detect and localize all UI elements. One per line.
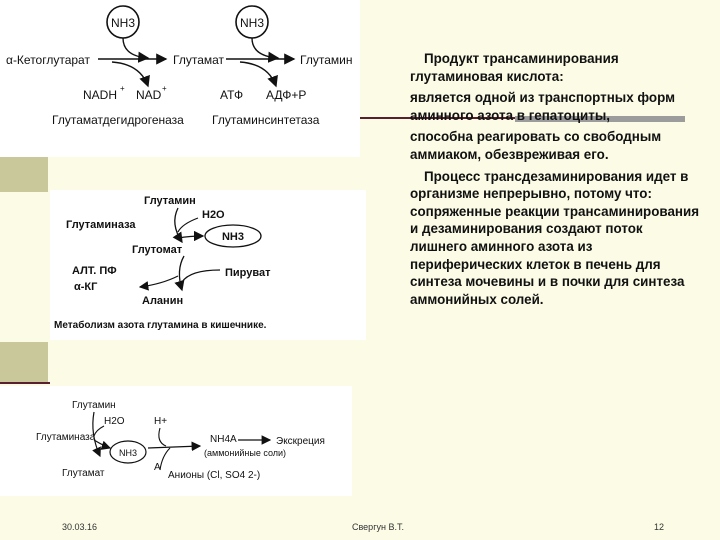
diagram-glutamine-synthesis (0, 0, 360, 157)
svg-text:+: + (162, 84, 167, 93)
mid-caption: Метаболизм азота глутамина в кишечнике. (54, 320, 267, 331)
mid-glutamate-label: Глутомат (132, 244, 183, 256)
mid-alt-label: АЛТ. ПФ (72, 265, 117, 277)
bot-anion-curve (160, 448, 170, 470)
cofactor-arrow-right (240, 62, 276, 86)
decor-rule-bottom (0, 382, 50, 384)
bot-hplus-label: H+ (154, 416, 168, 427)
bot-nh3-label: NH3 (118, 448, 138, 458)
diagram-kidney (0, 386, 352, 496)
footer-author: Свергун В.Т. (352, 522, 404, 532)
decor-square-top (0, 152, 48, 192)
footer-page: 12 (654, 522, 665, 532)
bot-nh4a-label: NH4A (210, 434, 237, 445)
mid-akg-curve (140, 276, 178, 287)
bot-glutamine-label: Глутамин (72, 400, 116, 411)
mid-transamination-curve (179, 256, 184, 290)
bot-h2o-label: H2O (104, 416, 125, 427)
mid-glutamine-label: Глутамин (144, 195, 196, 207)
nh3-right-arrow (252, 38, 278, 58)
cofactor-adp: АДФ+Р (266, 88, 307, 102)
bot-excretion-label: Экскреция (276, 436, 325, 447)
mid-glutaminase-label: Глутаминаза (66, 219, 136, 231)
nh3-left-arrow (123, 38, 148, 58)
bot-nh3-ellipse (110, 441, 146, 463)
mid-h2o-arrow (178, 218, 198, 232)
nh3-left-label: NH3 (110, 16, 136, 30)
mid-alanine-label: Аланин (142, 295, 184, 307)
bot-hplus-curve (159, 428, 166, 446)
substrate-label: α-Кетоглутарат (6, 53, 90, 67)
mid-nh3-ellipse (205, 225, 261, 247)
intermediate-label: Глутамат (173, 53, 225, 67)
nh3-circle-left (107, 6, 139, 38)
bot-glutamate-label: Глутамат (62, 468, 105, 479)
paragraph-3: способна реагировать со свободным аммиаком, обезвреживая его. (410, 129, 662, 162)
paragraph-2: является одной из транспортных форм аминного азота в гепатоциты, (410, 90, 676, 123)
body-text (410, 50, 700, 312)
svg-text:A: A (154, 462, 161, 473)
cofactor-atp: АТФ (220, 88, 244, 102)
bot-main-curve (93, 412, 100, 456)
mid-nh3-arrow (178, 236, 203, 238)
paragraph-1: Продукт трансаминирования глутаминовая кислота: (410, 51, 619, 84)
bot-combine-arrow (148, 446, 200, 448)
mid-h2o-label: H2O (202, 209, 225, 221)
bot-anions-label: Анионы (Cl, SO4 2-) (168, 470, 261, 481)
cofactor-nad: NAD (136, 88, 162, 102)
mid-akg-label: α-КГ (74, 281, 98, 293)
diagram-intestine (50, 190, 366, 340)
nh3-right-label: NH3 (239, 16, 265, 30)
mid-nh3-label: NH3 (221, 231, 245, 243)
decor-square-bottom (0, 342, 48, 382)
bot-salts-label: (аммонийные соли) (204, 448, 287, 458)
nh3-circle-right (236, 6, 268, 38)
mid-pyruvate-label: Пируват (225, 267, 271, 279)
cofactor-arrow-left (112, 62, 148, 86)
bot-h2o-curve (94, 426, 104, 436)
enzyme-gs: Глутаминсинтетаза (212, 113, 320, 127)
enzyme-gdh: Глутаматдегидрогеназа (52, 113, 184, 127)
bot-glutaminase-label: Глутаминаза (36, 432, 96, 443)
footer-date: 30.03.16 (62, 522, 98, 532)
product-label: Глутамин (300, 53, 353, 67)
paragraph-4: Процесс трансдезаминирования идет в организме непрерывно, потому что: сопряженные реакции трансаминирования и дезаминирования создают поток лишнего аминного азота из периферических клеток в печень для синтеза мочевины и в почки для синтеза аммонийных солей. (410, 168, 700, 307)
svg-text:+: + (120, 84, 125, 93)
cofactor-nadh: NADH (83, 88, 118, 102)
mid-pyruvate-curve (182, 270, 220, 282)
